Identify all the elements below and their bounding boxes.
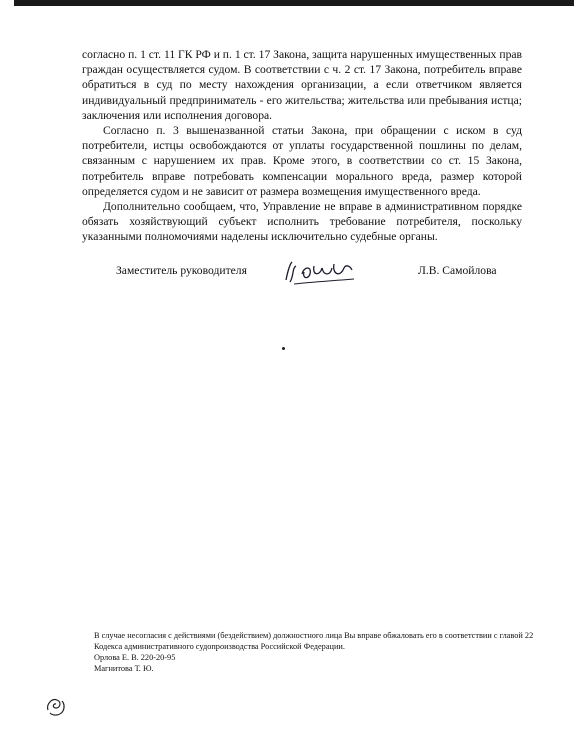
signature-block — [116, 264, 536, 294]
contact-line-1: Орлова Е. В. 220-20-95 — [94, 653, 176, 663]
appeal-notice: В случае несогласия с действиями (бездействием) должностного лица Вы вправе обжаловать его в соответствии с главой 22 Кодекса административного судопроизводства Российской Федерации. — [94, 631, 534, 651]
stamp-icon — [44, 694, 68, 718]
scan-dot — [282, 347, 285, 350]
signatory-position: Заместитель руководителя — [116, 264, 247, 277]
paragraph-authority-note: Дополнительно сообщаем, что, Управление не вправе в административном порядке обязать хозяйствующий субъект исполнить требование потребителя, поскольку указанными полномочиями наделены исключительно судебные органы. — [82, 200, 522, 244]
top-border-bar — [14, 0, 574, 6]
paragraph-state-duty: Согласно п. 3 вышеназванной статьи Закона, при обращении с иском в суд потребители, истцы освобождаются от уплаты государственной пошлины по делам, связанным с нарушением их прав. Кроме этого, в соответствии со ст. 15 Закона, потребитель вправе потребовать компенсации морального вреда, размер которой определяется судом и не зависит от размера возмещения имущественного вреда. — [82, 124, 522, 198]
contact-line-2: Магнитова Т. Ю. — [94, 663, 154, 673]
letter-body — [82, 47, 522, 245]
handwritten-signature — [280, 254, 360, 288]
footer-notes — [94, 631, 554, 674]
paragraph-court-protection: согласно п. 1 ст. 11 ГК РФ и п. 1 ст. 17 Закона, защита нарушенных имущественных прав граждан осуществляется судом. В соответствии с ч. 2 ст. 17 Закона, потребитель вправе обратиться в суд по месту нахождения организации, а если ответчиком является индивидуальный предприниматель - его жительства; жительства или пребывания истца; заключения или исполнения договора. — [82, 48, 522, 122]
signatory-name: Л.В. Самойлова — [418, 264, 497, 277]
